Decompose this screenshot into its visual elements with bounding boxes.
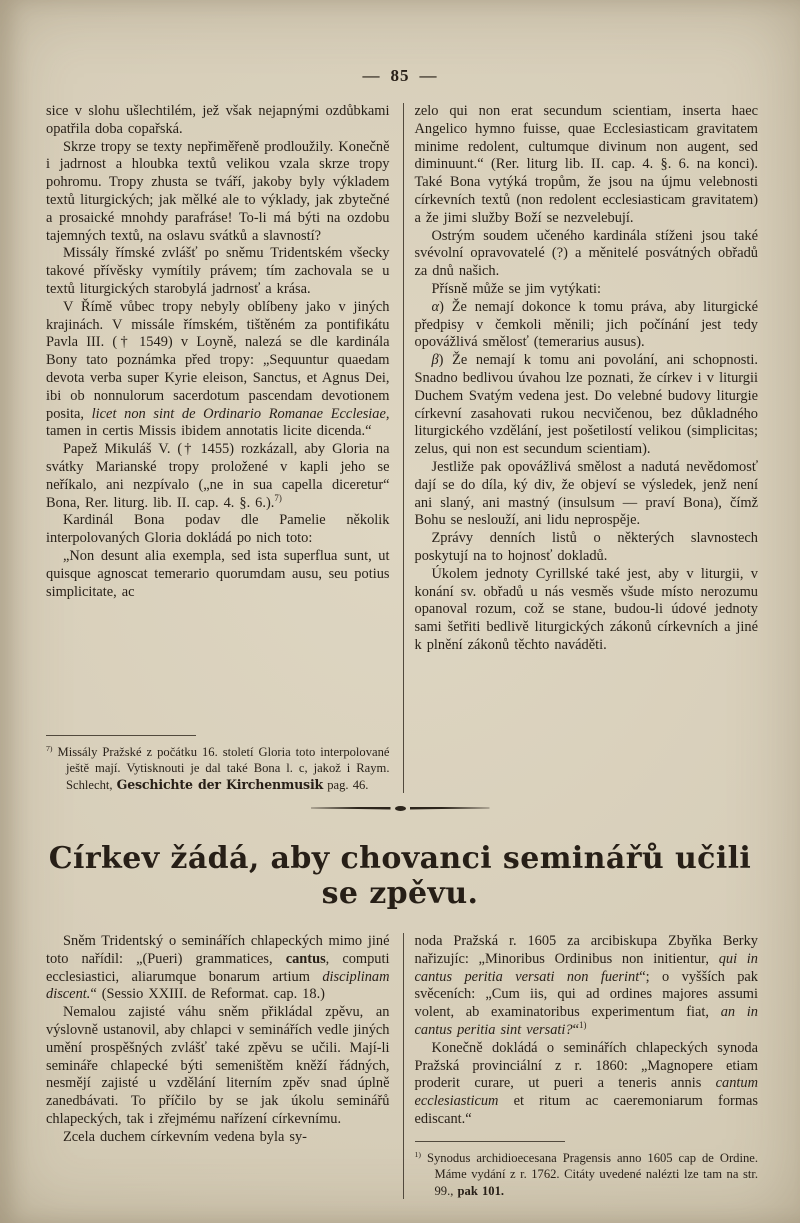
text-segment-italic: licet non sint de Ordinario Romanae Ecclesiae, — [91, 405, 390, 422]
paragraph — [46, 103, 390, 139]
text-segment: noda Pražská r. 1605 za arcibiskupa Zbyňka Berky nařizujíc: „Minoribus Ordinibus non initientur, — [414, 933, 758, 967]
text-segment-italic: β — [431, 352, 439, 369]
article2-left-text — [46, 933, 390, 1147]
text-segment: Sněm Tridentský o seminářích chlapeckých mimo jiné toto nařídil: „(Pueri) grammatices, — [46, 933, 390, 967]
divider-right-taper — [410, 807, 490, 810]
paragraph — [415, 1040, 759, 1129]
text-segment: “ (Sessio XXIII. de Reformat. cap. 18.) — [90, 986, 325, 1003]
text-segment-fraktur: Geschichte der Kirchenmusik — [116, 776, 324, 792]
paragraph — [415, 1150, 759, 1199]
text-segment: ) Že nemají dokonce k tomu práva, aby liturgické předpisy v čemkoli měnili; jich počínání jest tedy opovážlivá smělosť (temerarius ausus). — [414, 298, 758, 351]
page-number-value: 85 — [390, 66, 410, 85]
page-number — [0, 0, 800, 86]
section-divider-ornament — [0, 802, 800, 814]
text-segment-italic: α — [431, 298, 440, 315]
text-segment-sup: 7) — [274, 492, 282, 503]
paragraph — [415, 566, 759, 655]
text-segment: Ostrým soudem učeného kardinála stíženi jsou také svévolní opravovatelé (?) a měnitelé posvátných obřadů za dnů našich. — [414, 227, 758, 280]
paragraph — [46, 299, 390, 441]
text-segment: Kardinál Bona podav dle Pamelie několik interpolovaných Gloria dokládá po nich toto: — [46, 512, 390, 547]
text-segment-sup: 7) — [46, 743, 53, 753]
paragraph — [46, 245, 390, 298]
paragraph — [46, 1129, 390, 1147]
text-segment: Missály římské zvlášť po sněmu Tridentském všecky takové přívěsky vymítily právem; tím zachovala se u textů liturgických starobylá jadrnosť a krása. — [46, 245, 390, 297]
column-divider-rule — [403, 933, 404, 1199]
text-segment: ) Že nemají k tomu ani povolání, ani schopnosti. Snadno bedlivou úvahou lze poznati, že církev i v liturgii Duchem Svatým vedena jest. Do velebné budovy liturgie církevní zasahovati rukou necvičenou, bez důkladného liturgického vzdělání, jest pošetilostí velikou (simplicitas; zelus, qui non est secundum scientiam). — [414, 352, 758, 458]
text-segment-bold: pak 101. — [457, 1183, 505, 1198]
article1-footnote-text — [46, 744, 390, 793]
article2-columns — [0, 933, 800, 1199]
article1-left-text — [46, 103, 390, 601]
text-segment-bold: cantus — [285, 950, 326, 967]
text-segment-italic: cantum ecclesiasticum — [414, 1075, 758, 1110]
text-segment: et ritum ac caeremoniarum formas ediscant.“ — [414, 1093, 758, 1127]
paragraph — [415, 530, 759, 566]
article2-right-column — [415, 933, 759, 1199]
article1-footnote-block — [46, 729, 390, 793]
paragraph — [415, 459, 759, 530]
paragraph — [415, 281, 759, 299]
text-segment: Zprávy denních listů o některých slavnostech poskytují na to hojnosť dokladů. — [414, 530, 758, 564]
page-number-right-dash: — — [419, 66, 438, 85]
text-segment-italic: qui in cantus peritia versati non fuerint — [414, 950, 758, 985]
paragraph — [46, 139, 390, 246]
article1-right-column — [415, 103, 759, 793]
text-segment-italic: disciplinam discent. — [46, 968, 390, 1003]
text-segment: Jestliže pak opovážlivá smělost a nadutá nevědomosť dají se do díla, ký div, že objeví se výsledek, jenž není ani slaný, ani mastný (insulsum — praví Bona), čímž Bohu se neslouží, ani lidu neprospěje. — [414, 458, 758, 529]
text-segment: pag. 46. — [323, 777, 369, 792]
text-segment: Přísně může se jim vytýkati: — [431, 280, 601, 297]
text-segment: Synodus archidioecesana Pragensis anno 1605 cap de Ordine. Máme vydání z r. 1762. Citáty uvedené nalézti lze tam na str. 99., — [421, 1150, 758, 1198]
article1-right-text — [415, 103, 759, 655]
text-segment-sup: 1) — [578, 1020, 587, 1031]
text-segment: sice v slohu ušlechtilém, jež však nejapnými ozdůbkami opatřila doba copařská. — [46, 103, 390, 137]
paragraph — [415, 933, 759, 1040]
text-segment: Konečně dokládá o seminářích chlapeckých synoda Pražská provinciální z r. 1860: „Magnopere etiam proderit curare, ut pueri a teneris annis — [414, 1039, 758, 1092]
text-segment: Nemalou zajisté váhu sněm přikládal zpěvu, an výslovně ustanovil, aby chlapci v seminářích vedle jiných umění prospěšných zvlášť také zpěvu se učili. Mají-li semináře chlapecké býti semeništěm kněží řádných, nesmějí zajisté u vzdělání literním zpěv snad úplně zanedbávati. To příčilo by se jak úkolu seminářů chlapeckých, tak i zřejmému nařízení církevnímu. — [46, 1004, 390, 1127]
article1-columns — [0, 103, 800, 793]
text-segment: Missály Pražské z počátku 16. století Gloria toto interpolované ještě mají. Vytisknouti je dal také Bona l. c, jakož i Raym. Schlecht, — [52, 744, 390, 792]
text-segment: Zcela duchem církevním vedena byla sy- — [63, 1128, 307, 1145]
text-segment: zelo qui non erat secundum scientiam, inserta haec Angelico hymno fuisse, quae Ecclesiasticam gravitatem minime redolent, cultumque divinum non augent, sed diminuunt.“ (Rer. liturg lib. II. cap. 4. §. 6. na konci). Také Bona vytýká tropům, že jsou na újmu velebnosti církevních textů (non redolent ecclesiasticam gravitatem) a že jimi služby Boží se nezvelebují. — [414, 103, 758, 226]
paragraph — [415, 352, 759, 459]
divider-center-dot — [395, 806, 406, 811]
paragraph — [46, 744, 390, 793]
text-segment: Papež Mikuláš V. († 1455) rozkázall, aby Gloria na svátky Marianské tropy proložené v kapli jeho se neříkalo, ani nezpívalo („ne in sua capella diceretur“ Bona, Rer. liturg. lib. II. cap. 4. §. 6.). — [46, 441, 390, 511]
text-segment-italic: an in cantus peritia sint versati? — [414, 1004, 758, 1038]
text-segment: , computi ecclesiastici, aliarumque bonarum artium — [46, 950, 390, 985]
column-divider-rule — [403, 103, 404, 793]
article1-left-column — [46, 103, 390, 793]
article2-footnote-block — [415, 1135, 759, 1199]
text-segment: “; o vyšších pak svěceních: „Cum iis, qui ad ordines majores assumi volent, ab examinatoribus experimentum fiat, — [414, 968, 759, 1021]
article2-right-text — [415, 933, 759, 1129]
paragraph — [415, 299, 759, 352]
paragraph — [46, 441, 390, 512]
footnote-rule — [46, 735, 196, 736]
paragraph — [415, 228, 759, 281]
text-segment: Skrze tropy se texty nepřiměřeně prodloužily. Konečně i jadrnost a hloubka textů velikou vzala skrze tropy pohromu. Tropy zhusta se tváří, jakoby byly výkladem textů liturgických; jak mělké ale to výklady, jak zbytečné a prosaické mnohdy parafráse! To-li má býti na ozdobu tajemných textů, na oslavu svátků a slavností? — [46, 138, 390, 244]
article2-left-column — [46, 933, 390, 1199]
text-segment: tamen in certis Missis ibidem annotatis licite dicenda.“ — [46, 423, 372, 440]
text-segment: Úkolem jednoty Cyrillské také jest, aby v liturgii, v konání sv. obřadů u nás vesměs všude místo nerozumu opanoval rozum, což se stane, budou-li údové jednoty sami šetřiti bedlivě liturgických zákonů církevních a jiné k plnění zákonů těchto naváděti. — [414, 565, 758, 653]
paragraph — [46, 512, 390, 548]
article-heading: Církev žádá, aby chovanci seminářů učili se zpěvu. — [48, 841, 752, 911]
text-segment: „Non desunt alia exempla, sed ista superflua sunt, ut quisque agnoscat temerario quorumdam ausu, seu potius simplicitate, ac — [46, 547, 390, 600]
text-segment-sup: 1) — [414, 1149, 421, 1159]
text-segment: V Římě vůbec tropy nebyly oblíbeny jako v jiných krajinách. V missále římském, tištěném za pontifikátu Pavla III. († 1549) v Loyně, nalezá se dle kardinála Bony tato poznámka před tropy: „Sequuntur quaedam devota verba super Kyrie eleison, Sanctus, et Agnus Dei, ibi ob nonnulorum sacerdotum pascendam devotionem posita, — [46, 298, 390, 422]
text-segment: “ — [572, 1021, 579, 1038]
footnote-rule — [415, 1141, 565, 1142]
article2-footnote-text — [415, 1150, 759, 1199]
paragraph — [46, 1004, 390, 1129]
paragraph — [46, 548, 390, 601]
divider-left-taper — [311, 807, 391, 810]
paragraph — [415, 103, 759, 228]
paragraph — [46, 933, 390, 1004]
page-number-left-dash: — — [362, 66, 381, 85]
